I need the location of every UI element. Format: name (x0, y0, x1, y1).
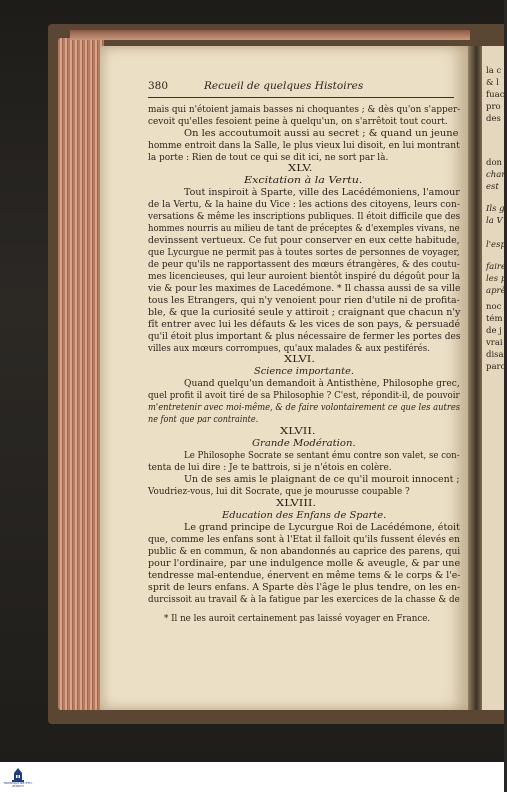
text-line: Le Philosophe Socrate se sentant ému contre son valet, se con- (184, 450, 460, 461)
text-line: mes licencieuses, qui leur auroient bientôt inspiré du dégoût pour la (148, 271, 461, 282)
facing-page-fragment (482, 46, 507, 710)
book-gutter (468, 46, 482, 710)
text-line: homme entroit dans la Salle, le plus vieux lui disoit, en lui montrant (148, 140, 460, 151)
facing-page-line: la c (486, 66, 502, 76)
facing-page-line: est (486, 182, 499, 192)
text-line: Un de ses amis le plaignant de ce qu'il mouroit innocent ; (184, 474, 460, 485)
page-edge-top (70, 30, 470, 40)
facing-page-line: pro (486, 102, 501, 112)
text-line: Science importante. (254, 366, 354, 377)
facing-page-line: noc (486, 302, 502, 312)
text-line: durcissoit au travail & à la fatigue par les exercices de la chasse & de (148, 594, 460, 605)
text-line: Grande Modération. (252, 438, 356, 449)
facing-page-line: des (486, 114, 501, 124)
text-line: sprit de leurs enfans. A Sparte dès l'âge le plus tendre, on les en- (148, 582, 461, 593)
page-edges-stack (58, 38, 104, 710)
running-title: Recueil de quelques Histoires (204, 80, 364, 92)
facing-page-line: la V (486, 216, 503, 226)
facing-page-line: & l (486, 78, 499, 88)
page-number: 380 (148, 80, 169, 92)
text-line: villes aux mœurs corrompues, qu'aux malades & aux pestiférés. (148, 343, 430, 354)
text-line: hommes nourris au milieu de tant de préceptes & d'exemples vivans, ne (148, 223, 460, 234)
page-header (148, 80, 454, 94)
header-rule (148, 97, 454, 98)
facing-page-line: parc (486, 362, 506, 372)
bottom-bar (0, 762, 504, 792)
text-line: m'entretenir avec moi-même, & de faire volontairement ce que les autres (148, 402, 461, 413)
text-line: mais qui n'étoient jamais basses ni choquantes ; & dès qu'on s'apper- (148, 104, 461, 115)
text-line: versations & même les inscriptions publiques. Il étoit difficile que des (148, 211, 461, 222)
text-line: de peur qu'ils ne rapportassent des mœurs étrangères, & des coutu- (148, 259, 460, 270)
text-line: vie & pour les maximes de Lacedémone. * Il chassa aussi de sa ville (148, 283, 461, 294)
text-line: Quand quelqu'un demandoit à Antisthène, Philosophe grec, (184, 378, 460, 389)
text-line: public & en commun, & non abandonnés au caprice des parens, qui (148, 546, 461, 557)
library-logo-text: TRENDIGITIZE ETH-ZÜRICH (3, 781, 33, 789)
facing-page-line: disa (486, 350, 504, 360)
text-line: XLVII. (280, 426, 316, 437)
facing-page-line: fuac (486, 90, 505, 100)
text-line: On les accoutumoit aussi au secret ; & quand un jeune (184, 128, 459, 139)
text-line: tenta de lui dire : Je te battrois, si je n'étois en colère. (148, 462, 392, 473)
text-line: la porte : Rien de tout ce qui se dit ici, ne sort par là. (148, 152, 389, 163)
text-line: devinssent vertueux. Ce fut pour conserver en eux cette habitude, (148, 235, 460, 246)
text-line: ble, & que la curiosité seule y attiroit ; craignant que chacun n'y (148, 307, 461, 318)
facing-page-line: don (486, 158, 503, 168)
facing-page-line: Ils g (486, 204, 505, 214)
text-line: Le grand principe de Lycurgue Roi de Lacédémone, étoit (184, 522, 460, 533)
text-line: ne font que par contrainte. (148, 414, 259, 425)
text-line: Education des Enfans de Sparte. (222, 510, 387, 521)
text-line: tendresse mal-entendue, énervent en même tems & le corps & l'e- (148, 570, 461, 581)
facing-page-line: faire (486, 262, 507, 272)
text-line: qu'il étoit plus important & plus nécessaire de fermer les portes des (148, 331, 461, 342)
text-line: Excitation à la Vertu. (244, 175, 363, 186)
text-line: de la Vertu, & la haine du Vice : les actions des citoyens, leurs con- (148, 199, 460, 210)
facing-page-line: l'esp (486, 240, 506, 250)
text-line: XLV. (288, 163, 313, 174)
text-line: fît entrer avec lui les défauts & les vices de son pays, & persuadé (148, 319, 461, 330)
text-line: tous les Etrangers, qui n'y venoient pour rien d'utile ni de profita- (148, 295, 460, 306)
text-line: XLVIII. (276, 498, 317, 509)
text-line: Tout inspiroit à Sparte, ville des Lacédémoniens, l'amour (184, 187, 460, 198)
facing-page-line: vrai (486, 338, 503, 348)
text-line: pour l'ordinaire, par une indulgence molle & aveugle, & par une (148, 558, 461, 569)
facing-page-line: chan (486, 170, 507, 180)
facing-page-line: tém (486, 314, 503, 324)
text-line: * Il ne les auroit certainement pas laissé voyager en France. (164, 613, 431, 624)
text-line: quel profit il avoit tiré de sa Philosophie ? C'est, répondit-il, de pouvoir (148, 390, 460, 401)
facing-page-line: aprè (486, 286, 506, 296)
text-line: XLVI. (284, 354, 316, 365)
text-line: Voudriez-vous, lui dit Socrate, que je mourusse coupable ? (148, 486, 410, 497)
text-line: que Lycurgue ne permit pas à toutes sortes de personnes de voyager, (148, 247, 460, 258)
book-page (100, 46, 468, 710)
facing-page-line: de j (486, 326, 502, 336)
facing-page-line: les p (486, 274, 507, 284)
text-line: que, comme les enfans sont à l'Etat il falloit qu'ils fussent élevés en (148, 534, 461, 545)
text-line: cevoit qu'elles fesoient peine à quelqu'un, on s'arrêtoit tout court. (148, 116, 448, 127)
